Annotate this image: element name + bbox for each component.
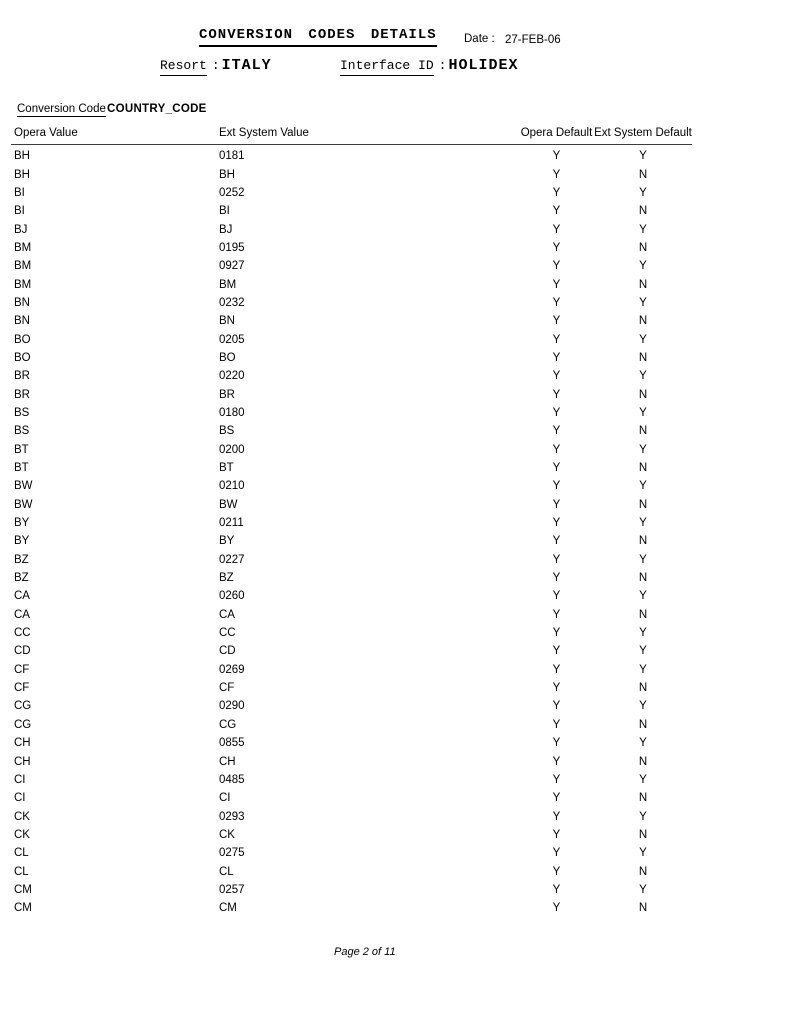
column-header-ext-system-default: Ext System Default: [594, 127, 692, 139]
table-cell: 0290: [219, 700, 245, 713]
table-cell: Y: [552, 883, 561, 896]
table-row: [11, 367, 692, 385]
table-cell: N: [638, 572, 648, 585]
table-cell: N: [638, 718, 648, 731]
table-cell: Y: [552, 663, 561, 676]
table-cell: BM: [14, 241, 32, 254]
table-cell: BT: [219, 462, 234, 475]
table-cell: BI: [219, 205, 230, 218]
table-row: [11, 257, 692, 275]
interface-id-value: HOLIDEX: [448, 57, 519, 74]
table-cell: CL: [14, 865, 29, 878]
table-row: [11, 202, 692, 220]
table-cell: BN: [14, 315, 30, 328]
table-cell: BW: [14, 498, 33, 511]
table-cell: Y: [639, 883, 647, 896]
table-cell: BT: [14, 443, 29, 456]
page-footer: Page 2 of 11: [334, 946, 396, 958]
table-cell: 0181: [219, 150, 245, 163]
table-row: [11, 459, 692, 477]
table-cell: CD: [219, 645, 236, 658]
table-cell: Y: [552, 443, 561, 456]
table-cell: Y: [552, 462, 561, 475]
table-cell: BN: [219, 315, 235, 328]
table-cell: N: [638, 278, 648, 291]
table-cell: Y: [552, 535, 561, 548]
table-cell: Y: [552, 828, 561, 841]
table-cell: 0927: [219, 260, 245, 273]
table-row: [11, 899, 692, 917]
table-cell: 0293: [219, 810, 245, 823]
table-cell: 0200: [219, 443, 245, 456]
table-cell: Y: [639, 627, 647, 640]
table-row: [11, 294, 692, 312]
table-cell: BJ: [219, 223, 233, 236]
table-row: [11, 826, 692, 844]
table-row: [11, 220, 692, 238]
table-cell: BM: [14, 260, 32, 273]
resort-parameter: [160, 57, 272, 74]
table-cell: N: [638, 315, 648, 328]
table-cell: N: [638, 792, 648, 805]
table-cell: 0210: [219, 480, 245, 493]
table-cell: BR: [219, 388, 235, 401]
table-cell: Y: [552, 388, 561, 401]
table-cell: Y: [552, 150, 561, 163]
table-cell: 0257: [219, 883, 245, 896]
table-cell: Y: [639, 150, 647, 163]
table-row: [11, 330, 692, 348]
resort-label: Resort: [160, 58, 207, 76]
table-row: [11, 312, 692, 330]
table-row: [11, 275, 692, 293]
table-cell: Y: [552, 682, 561, 695]
table-cell: Y: [552, 223, 561, 236]
table-cell: BS: [219, 425, 235, 438]
table-row: [11, 184, 692, 202]
table-cell: CI: [219, 792, 231, 805]
table-cell: BM: [14, 278, 32, 291]
table-row: [11, 441, 692, 459]
table-row: [11, 606, 692, 624]
table-cell: CL: [219, 865, 234, 878]
table-cell: Y: [552, 498, 561, 511]
table-cell: BZ: [14, 553, 29, 566]
column-header-opera-value: Opera Value: [14, 127, 78, 139]
table-cell: BZ: [219, 572, 234, 585]
table-cell: Y: [552, 847, 561, 860]
conversion-code-label: Conversion Code: [17, 103, 106, 115]
table-cell: Y: [552, 517, 561, 530]
table-cell: CI: [14, 792, 26, 805]
table-row: [11, 771, 692, 789]
table-cell: Y: [552, 572, 561, 585]
table-cell: Y: [639, 333, 647, 346]
table-row: [11, 477, 692, 495]
table-cell: BO: [14, 333, 31, 346]
table-cell: 0220: [219, 370, 245, 383]
table-row: [11, 587, 692, 605]
table-cell: 0855: [219, 737, 245, 750]
report-title: CONVERSION CODES DETAILS: [199, 27, 437, 47]
table-cell: N: [638, 535, 648, 548]
table-cell: N: [638, 865, 648, 878]
table-row: [11, 661, 692, 679]
table-row: [11, 862, 692, 880]
table-cell: CM: [14, 902, 32, 915]
table-cell: Y: [552, 553, 561, 566]
table-cell: CG: [14, 718, 32, 731]
table-cell: CF: [14, 682, 30, 695]
table-cell: N: [638, 462, 648, 475]
table-cell: CM: [14, 883, 32, 896]
table-cell: N: [638, 682, 648, 695]
table-cell: BN: [14, 296, 30, 309]
table-cell: N: [638, 608, 648, 621]
table-cell: N: [638, 351, 648, 364]
table-cell: Y: [639, 370, 647, 383]
table-cell: Y: [552, 260, 561, 273]
table-cell: Y: [639, 296, 647, 309]
table-row: [11, 642, 692, 660]
table-cell: 0269: [219, 663, 245, 676]
table-cell: Y: [552, 810, 561, 823]
table-row: [11, 752, 692, 770]
table-cell: CI: [14, 773, 26, 786]
table-cell: Y: [639, 590, 647, 603]
table-cell: CK: [14, 810, 30, 823]
table-cell: N: [638, 755, 648, 768]
table-row: [11, 404, 692, 422]
table-row: [11, 239, 692, 257]
table-row: [11, 385, 692, 403]
table-cell: Y: [552, 608, 561, 621]
table-row: [11, 844, 692, 862]
table-cell: Y: [639, 443, 647, 456]
table-cell: Y: [639, 810, 647, 823]
table-cell: BO: [219, 351, 236, 364]
table-row: [11, 165, 692, 183]
table-cell: BS: [14, 425, 30, 438]
table-cell: Y: [639, 223, 647, 236]
table-cell: N: [638, 168, 648, 181]
table-cell: BT: [14, 462, 29, 475]
table-row: [11, 716, 692, 734]
table-cell: Y: [552, 480, 561, 493]
table-cell: CH: [14, 755, 31, 768]
resort-value: ITALY: [221, 57, 272, 74]
resort-colon: :: [211, 58, 220, 73]
table-cell: CC: [219, 627, 236, 640]
table-cell: CG: [219, 718, 237, 731]
table-cell: Y: [552, 296, 561, 309]
table-cell: CM: [219, 902, 237, 915]
table-cell: BH: [14, 150, 30, 163]
table-cell: 0275: [219, 847, 245, 860]
table-cell: Y: [639, 847, 647, 860]
conversion-code-value: COUNTRY_CODE: [107, 103, 207, 115]
table-cell: CC: [14, 627, 31, 640]
table-cell: Y: [552, 718, 561, 731]
table-cell: Y: [639, 700, 647, 713]
table-cell: Y: [639, 480, 647, 493]
table-cell: BM: [219, 278, 237, 291]
column-header-ext-system-value: Ext System Value: [219, 127, 309, 139]
table-cell: N: [638, 828, 648, 841]
table-row: [11, 624, 692, 642]
table-cell: Y: [639, 663, 647, 676]
table-cell: BJ: [14, 223, 28, 236]
table-cell: CF: [14, 663, 30, 676]
table-cell: Y: [639, 553, 647, 566]
table-cell: Y: [552, 700, 561, 713]
table-cell: Y: [552, 590, 561, 603]
table-cell: CK: [14, 828, 30, 841]
table-cell: N: [638, 902, 648, 915]
table-cell: 0252: [219, 186, 245, 199]
table-cell: Y: [639, 773, 647, 786]
table-cell: Y: [552, 186, 561, 199]
table-cell: BS: [14, 406, 30, 419]
table-cell: Y: [552, 370, 561, 383]
table-cell: Y: [552, 241, 561, 254]
table-cell: 0232: [219, 296, 245, 309]
table-cell: BY: [14, 517, 30, 530]
table-row: [11, 496, 692, 514]
table-cell: BI: [14, 205, 25, 218]
table-cell: Y: [639, 406, 647, 419]
table-cell: Y: [552, 773, 561, 786]
table-cell: 0180: [219, 406, 245, 419]
table-cell: BW: [14, 480, 33, 493]
table-cell: CH: [14, 737, 31, 750]
table-cell: Y: [552, 351, 561, 364]
table-cell: Y: [552, 168, 561, 181]
table-cell: N: [638, 205, 648, 218]
table-cell: BW: [219, 498, 238, 511]
table-cell: BI: [14, 186, 25, 199]
table-row: [11, 697, 692, 715]
table-row: [11, 679, 692, 697]
table-cell: 0260: [219, 590, 245, 603]
table-cell: Y: [639, 260, 647, 273]
table-row: [11, 734, 692, 752]
table-cell: BR: [14, 388, 30, 401]
table-cell: BH: [14, 168, 30, 181]
table-row: [11, 789, 692, 807]
table-cell: Y: [552, 865, 561, 878]
table-cell: Y: [552, 278, 561, 291]
table-cell: Y: [552, 645, 561, 658]
table-cell: BY: [219, 535, 235, 548]
table-cell: Y: [552, 406, 561, 419]
table-cell: BZ: [14, 572, 29, 585]
table-cell: CG: [14, 700, 32, 713]
table-cell: N: [638, 498, 648, 511]
table-cell: CD: [14, 645, 31, 658]
table-row: [11, 147, 692, 165]
table-cell: Y: [552, 627, 561, 640]
table-row: [11, 349, 692, 367]
table-cell: BR: [14, 370, 30, 383]
table-cell: 0205: [219, 333, 245, 346]
table-cell: 0195: [219, 241, 245, 254]
table-row: [11, 551, 692, 569]
table-cell: 0211: [219, 517, 244, 530]
date-label: Date :: [464, 33, 495, 45]
table-cell: BO: [14, 351, 31, 364]
table-cell: Y: [552, 902, 561, 915]
table-cell: CL: [14, 847, 29, 860]
interface-id-colon: :: [438, 58, 447, 73]
table-row: [11, 422, 692, 440]
table-cell: Y: [639, 737, 647, 750]
table-cell: Y: [552, 315, 561, 328]
table-cell: Y: [552, 333, 561, 346]
table-cell: Y: [552, 425, 561, 438]
table-cell: CA: [14, 590, 30, 603]
table-cell: N: [638, 425, 648, 438]
table-cell: N: [638, 241, 648, 254]
table-cell: N: [638, 388, 648, 401]
table-cell: Y: [639, 645, 647, 658]
table-cell: CF: [219, 682, 235, 695]
table-header-row: [11, 127, 692, 145]
interface-id-parameter: [340, 57, 518, 74]
table-cell: CA: [14, 608, 30, 621]
table-cell: CH: [219, 755, 236, 768]
table-cell: 0227: [219, 553, 245, 566]
table-cell: CK: [219, 828, 235, 841]
table-cell: Y: [639, 517, 647, 530]
codes-table: [11, 127, 692, 917]
table-cell: 0485: [219, 773, 245, 786]
table-cell: Y: [552, 737, 561, 750]
table-body: [11, 145, 692, 917]
table-cell: CA: [219, 608, 235, 621]
column-header-opera-default: Opera Default: [520, 127, 593, 139]
table-cell: Y: [639, 186, 647, 199]
table-cell: BY: [14, 535, 30, 548]
table-cell: Y: [552, 755, 561, 768]
interface-id-label: Interface ID: [340, 58, 434, 76]
table-row: [11, 569, 692, 587]
table-cell: BH: [219, 168, 235, 181]
table-cell: Y: [552, 205, 561, 218]
table-row: [11, 807, 692, 825]
table-cell: Y: [552, 792, 561, 805]
date-value: 27-FEB-06: [505, 34, 561, 46]
table-row: [11, 514, 692, 532]
table-row: [11, 532, 692, 550]
table-row: [11, 881, 692, 899]
